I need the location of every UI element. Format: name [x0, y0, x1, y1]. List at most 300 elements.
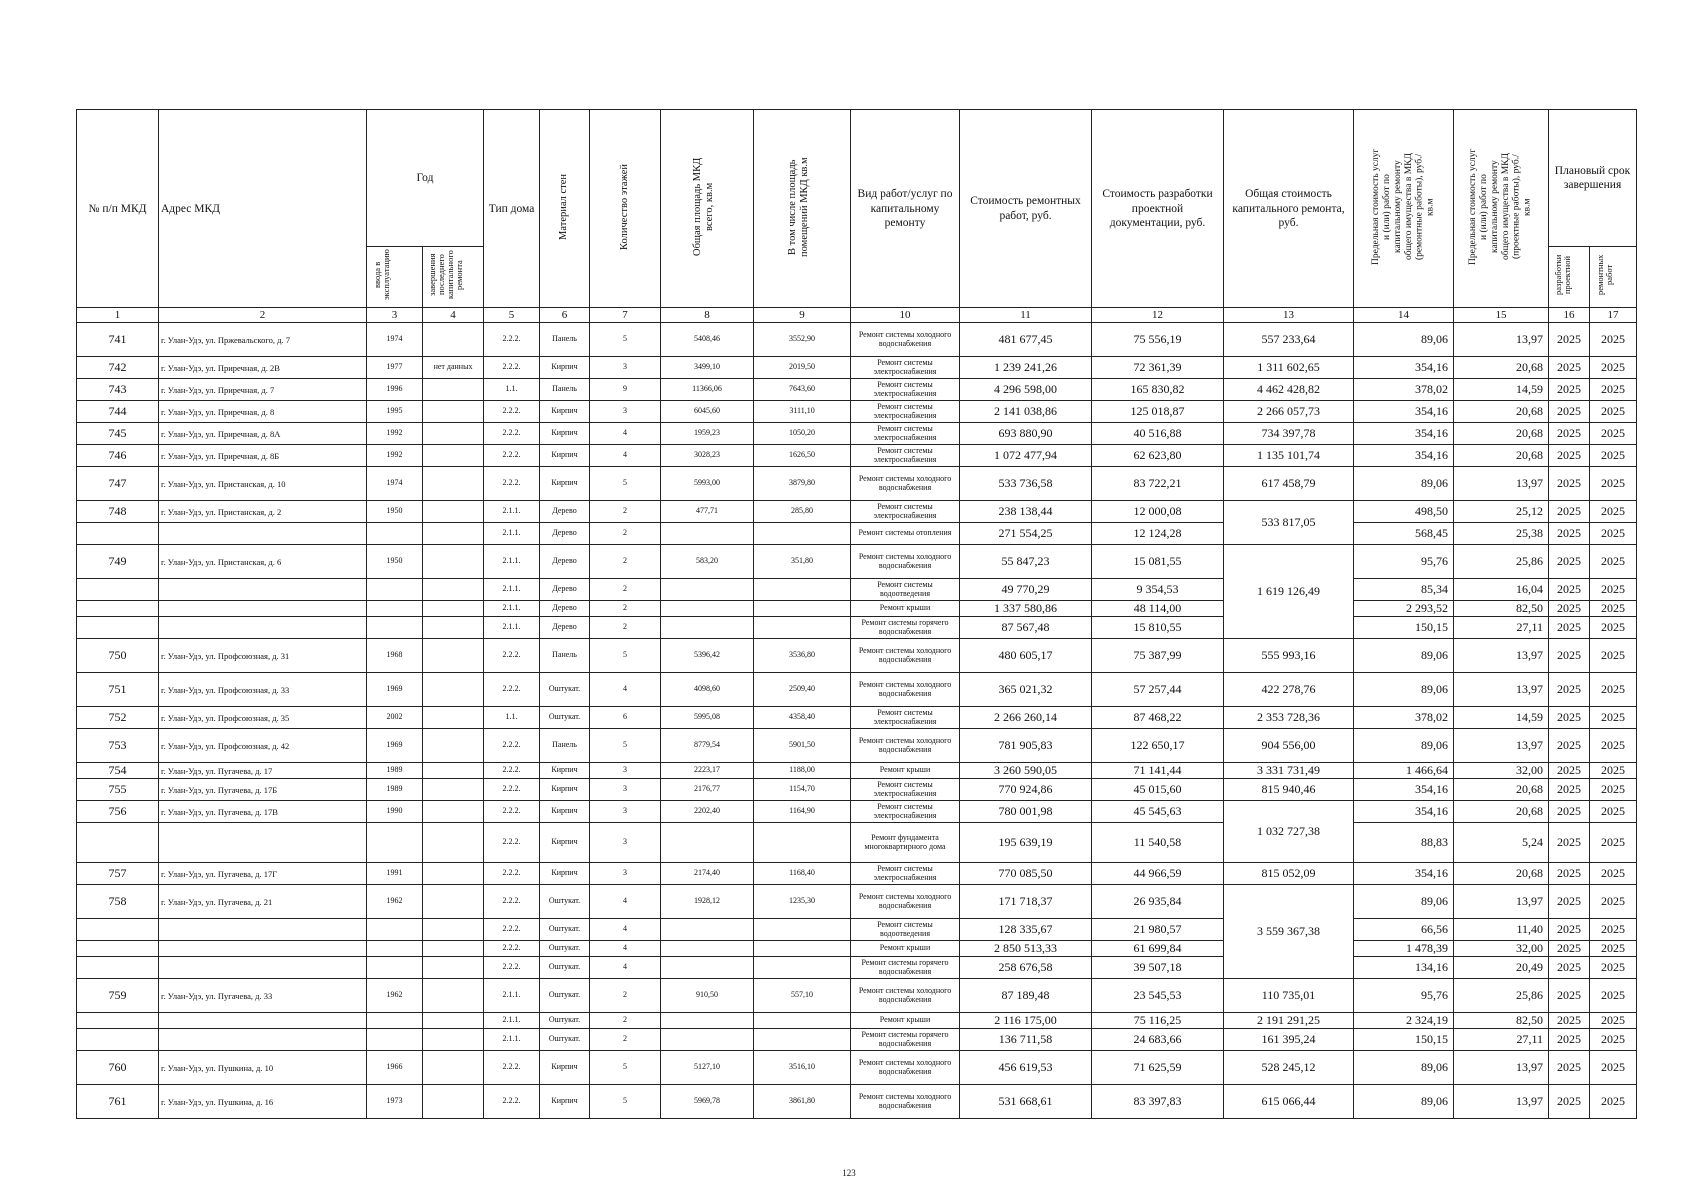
- deadline-design-cell: 2025: [1549, 523, 1590, 545]
- premises-area-cell: [754, 617, 851, 639]
- house-number-cell: 752: [77, 707, 159, 729]
- limit-design-cell: 13,97: [1454, 639, 1549, 673]
- design-cost-cell: 12 124,28: [1092, 523, 1224, 545]
- year-built-cell: 1962: [367, 885, 423, 919]
- floors-cell: 2: [590, 1029, 661, 1051]
- year-built-cell: 1962: [367, 979, 423, 1013]
- total-area-cell: 477,71: [661, 501, 754, 523]
- floors-cell: 2: [590, 979, 661, 1013]
- year-built-cell: 1992: [367, 423, 423, 445]
- year-built-cell: 1974: [367, 323, 423, 357]
- deadline-repair-cell: 2025: [1590, 673, 1637, 707]
- limit-repair-cell: 89,06: [1354, 639, 1454, 673]
- repair-cost-cell: 770 085,50: [960, 863, 1092, 885]
- total-cost-cell: 1 311 602,65: [1224, 357, 1354, 379]
- deadline-repair-cell: 2025: [1590, 863, 1637, 885]
- house-number-cell: 745: [77, 423, 159, 445]
- house-number-cell: [77, 823, 159, 863]
- house-type-cell: 2.2.2.: [484, 1051, 540, 1085]
- floors-cell: 3: [590, 823, 661, 863]
- table-row: [77, 379, 1637, 401]
- floors-cell: 4: [590, 957, 661, 979]
- total-cost-cell: 1 619 126,49: [1224, 545, 1354, 639]
- floors-cell: 5: [590, 1085, 661, 1119]
- house-type-cell: 2.1.1.: [484, 523, 540, 545]
- header-col-12: Стоимость разработки проектной документации, руб.: [1092, 110, 1224, 308]
- design-cost-cell: 83 397,83: [1092, 1085, 1224, 1119]
- repair-cost-cell: 171 718,37: [960, 885, 1092, 919]
- house-number-cell: 748: [77, 501, 159, 523]
- total-area-cell: 4098,60: [661, 673, 754, 707]
- deadline-repair-cell: 2025: [1590, 707, 1637, 729]
- premises-area-cell: 1188,00: [754, 763, 851, 779]
- limit-repair-cell: 1 478,39: [1354, 941, 1454, 957]
- design-cost-cell: 61 699,84: [1092, 941, 1224, 957]
- repair-cost-cell: 4 296 598,00: [960, 379, 1092, 401]
- house-type-cell: 2.2.2.: [484, 1085, 540, 1119]
- house-number-cell: 741: [77, 323, 159, 357]
- floors-cell: 3: [590, 763, 661, 779]
- year-last-repair-cell: [423, 885, 484, 919]
- total-area-cell: [661, 579, 754, 601]
- address-cell: г. Улан-Удэ, ул. Профсоюзная, д. 35: [159, 707, 367, 729]
- house-number-cell: 749: [77, 545, 159, 579]
- repair-cost-cell: 238 138,44: [960, 501, 1092, 523]
- year-last-repair-cell: [423, 673, 484, 707]
- table-row: [77, 323, 1637, 357]
- total-cost-cell: 815 940,46: [1224, 779, 1354, 801]
- year-built-cell: [367, 523, 423, 545]
- design-cost-cell: 72 361,39: [1092, 357, 1224, 379]
- address-cell: г. Улан-Удэ, ул. Пржевальского, д. 7: [159, 323, 367, 357]
- deadline-repair-cell: 2025: [1590, 423, 1637, 445]
- page-number: 123: [842, 1168, 856, 1178]
- total-area-cell: [661, 523, 754, 545]
- wall-material-cell: Оштукат.: [540, 957, 590, 979]
- table-row: [77, 617, 1637, 639]
- year-built-cell: 1989: [367, 779, 423, 801]
- floors-cell: 3: [590, 401, 661, 423]
- house-type-cell: 2.2.2.: [484, 919, 540, 941]
- header-col-11: Стоимость ремонтных работ, руб.: [960, 110, 1092, 308]
- limit-design-cell: 82,50: [1454, 1013, 1549, 1029]
- premises-area-cell: 2509,40: [754, 673, 851, 707]
- limit-design-cell: 11,40: [1454, 919, 1549, 941]
- deadline-repair-cell: 2025: [1590, 601, 1637, 617]
- deadline-design-cell: 2025: [1549, 763, 1590, 779]
- deadline-design-cell: 2025: [1549, 941, 1590, 957]
- deadline-design-cell: 2025: [1549, 601, 1590, 617]
- premises-area-cell: 1235,30: [754, 885, 851, 919]
- floors-cell: 2: [590, 579, 661, 601]
- total-area-cell: [661, 1013, 754, 1029]
- limit-design-cell: 20,68: [1454, 779, 1549, 801]
- address-cell: [159, 579, 367, 601]
- house-type-cell: 2.2.2.: [484, 467, 540, 501]
- year-built-cell: 1974: [367, 467, 423, 501]
- house-type-cell: 1.1.: [484, 379, 540, 401]
- wall-material-cell: Дерево: [540, 501, 590, 523]
- column-index-cell: 6: [540, 308, 590, 323]
- year-last-repair-cell: [423, 467, 484, 501]
- floors-cell: 3: [590, 863, 661, 885]
- year-last-repair-cell: [423, 1029, 484, 1051]
- column-index-cell: 3: [367, 308, 423, 323]
- year-built-cell: 1991: [367, 863, 423, 885]
- limit-design-cell: 13,97: [1454, 1051, 1549, 1085]
- year-built-cell: 1977: [367, 357, 423, 379]
- house-type-cell: 2.2.2.: [484, 863, 540, 885]
- year-last-repair-cell: [423, 1013, 484, 1029]
- total-cost-cell: 815 052,09: [1224, 863, 1354, 885]
- floors-cell: 4: [590, 673, 661, 707]
- total-cost-cell: 533 817,05: [1224, 501, 1354, 545]
- total-area-cell: [661, 617, 754, 639]
- design-cost-cell: 122 650,17: [1092, 729, 1224, 763]
- house-type-cell: 1.1.: [484, 707, 540, 729]
- deadline-design-cell: 2025: [1549, 863, 1590, 885]
- address-cell: г. Улан-Удэ, ул. Пугачева, д. 17: [159, 763, 367, 779]
- limit-design-cell: 20,68: [1454, 801, 1549, 823]
- deadline-design-cell: 2025: [1549, 579, 1590, 601]
- total-area-cell: [661, 823, 754, 863]
- design-cost-cell: 45 545,63: [1092, 801, 1224, 823]
- total-area-cell: 2202,40: [661, 801, 754, 823]
- work-type-cell: Ремонт системы горячего водоснабжения: [851, 957, 960, 979]
- total-area-cell: 2174,40: [661, 863, 754, 885]
- house-type-cell: 2.2.2.: [484, 885, 540, 919]
- year-last-repair-cell: [423, 601, 484, 617]
- year-last-repair-cell: [423, 401, 484, 423]
- address-cell: г. Улан-Удэ, ул. Пристанская, д. 10: [159, 467, 367, 501]
- work-type-cell: Ремонт системы холодного водоснабжения: [851, 639, 960, 673]
- house-type-cell: 2.2.2.: [484, 763, 540, 779]
- deadline-design-cell: 2025: [1549, 885, 1590, 919]
- year-last-repair-cell: [423, 617, 484, 639]
- total-area-cell: 5127,10: [661, 1051, 754, 1085]
- wall-material-cell: Кирпич: [540, 423, 590, 445]
- address-cell: [159, 957, 367, 979]
- deadline-design-cell: 2025: [1549, 467, 1590, 501]
- year-last-repair-cell: [423, 523, 484, 545]
- floors-cell: 3: [590, 801, 661, 823]
- total-area-cell: [661, 941, 754, 957]
- house-number-cell: [77, 1029, 159, 1051]
- design-cost-cell: 75 556,19: [1092, 323, 1224, 357]
- year-last-repair-cell: [423, 579, 484, 601]
- total-area-cell: 3028,23: [661, 445, 754, 467]
- limit-design-cell: 16,04: [1454, 579, 1549, 601]
- total-area-cell: 5969,78: [661, 1085, 754, 1119]
- repair-cost-cell: 781 905,83: [960, 729, 1092, 763]
- header-col-2: Адрес МКД: [159, 110, 367, 308]
- premises-area-cell: 3111,10: [754, 401, 851, 423]
- design-cost-cell: 125 018,87: [1092, 401, 1224, 423]
- limit-design-cell: 25,86: [1454, 979, 1549, 1013]
- deadline-repair-cell: 2025: [1590, 957, 1637, 979]
- year-built-cell: [367, 941, 423, 957]
- limit-repair-cell: 89,06: [1354, 673, 1454, 707]
- year-last-repair-cell: [423, 445, 484, 467]
- repair-cost-cell: 770 924,86: [960, 779, 1092, 801]
- total-area-cell: [661, 919, 754, 941]
- year-built-cell: [367, 617, 423, 639]
- house-type-cell: 2.2.2.: [484, 323, 540, 357]
- limit-repair-cell: 378,02: [1354, 707, 1454, 729]
- year-last-repair-cell: [423, 501, 484, 523]
- house-type-cell: 2.1.1.: [484, 1013, 540, 1029]
- table-row: [77, 823, 1637, 863]
- work-type-cell: Ремонт системы электроснабжения: [851, 779, 960, 801]
- floors-cell: 2: [590, 617, 661, 639]
- wall-material-cell: Панель: [540, 729, 590, 763]
- repair-cost-cell: 780 001,98: [960, 801, 1092, 823]
- design-cost-cell: 87 468,22: [1092, 707, 1224, 729]
- premises-area-cell: 557,10: [754, 979, 851, 1013]
- year-built-cell: 1990: [367, 801, 423, 823]
- capital-repair-table: [76, 109, 1637, 1119]
- column-index-cell: 15: [1454, 308, 1549, 323]
- address-cell: [159, 823, 367, 863]
- column-index-cell: 7: [590, 308, 661, 323]
- deadline-repair-cell: 2025: [1590, 445, 1637, 467]
- year-last-repair-cell: [423, 639, 484, 673]
- total-area-cell: 1928,12: [661, 885, 754, 919]
- limit-design-cell: 20,68: [1454, 445, 1549, 467]
- wall-material-cell: Дерево: [540, 579, 590, 601]
- deadline-repair-cell: 2025: [1590, 379, 1637, 401]
- total-area-cell: [661, 1029, 754, 1051]
- year-last-repair-cell: [423, 323, 484, 357]
- house-number-cell: 759: [77, 979, 159, 1013]
- table-row: [77, 707, 1637, 729]
- table-row: [77, 673, 1637, 707]
- premises-area-cell: 351,80: [754, 545, 851, 579]
- deadline-design-cell: 2025: [1549, 957, 1590, 979]
- design-cost-cell: 45 015,60: [1092, 779, 1224, 801]
- design-cost-cell: 15 081,55: [1092, 545, 1224, 579]
- year-built-cell: 1950: [367, 545, 423, 579]
- repair-cost-cell: 271 554,25: [960, 523, 1092, 545]
- house-number-cell: 742: [77, 357, 159, 379]
- limit-repair-cell: 354,16: [1354, 401, 1454, 423]
- floors-cell: 2: [590, 1013, 661, 1029]
- design-cost-cell: 11 540,58: [1092, 823, 1224, 863]
- year-last-repair-cell: [423, 919, 484, 941]
- limit-repair-cell: 89,06: [1354, 729, 1454, 763]
- deadline-design-cell: 2025: [1549, 1029, 1590, 1051]
- year-last-repair-cell: нет данных: [423, 357, 484, 379]
- limit-design-cell: 5,24: [1454, 823, 1549, 863]
- wall-material-cell: Оштукат.: [540, 979, 590, 1013]
- wall-material-cell: Кирпич: [540, 357, 590, 379]
- repair-cost-cell: 128 335,67: [960, 919, 1092, 941]
- table-header: [77, 110, 1637, 323]
- house-type-cell: 2.2.2.: [484, 941, 540, 957]
- limit-design-cell: 25,86: [1454, 545, 1549, 579]
- repair-cost-cell: 195 639,19: [960, 823, 1092, 863]
- work-type-cell: Ремонт крыши: [851, 601, 960, 617]
- year-last-repair-cell: [423, 779, 484, 801]
- deadline-design-cell: 2025: [1549, 545, 1590, 579]
- column-index-cell: 10: [851, 308, 960, 323]
- total-area-cell: 583,20: [661, 545, 754, 579]
- limit-repair-cell: 89,06: [1354, 323, 1454, 357]
- header-col-15: Предельная стоимость услуг и (или) работ по капитальному ремонту общего имущества в МКД (проектные работы), руб./кв.м: [1454, 110, 1549, 308]
- premises-area-cell: 3536,80: [754, 639, 851, 673]
- design-cost-cell: 23 545,53: [1092, 979, 1224, 1013]
- premises-area-cell: 4358,40: [754, 707, 851, 729]
- address-cell: [159, 941, 367, 957]
- header-col-17: ремонтных работ: [1590, 247, 1637, 308]
- house-type-cell: 2.1.1.: [484, 1029, 540, 1051]
- year-last-repair-cell: [423, 1085, 484, 1119]
- limit-design-cell: 13,97: [1454, 1085, 1549, 1119]
- year-built-cell: 1969: [367, 673, 423, 707]
- wall-material-cell: Панель: [540, 379, 590, 401]
- deadline-repair-cell: 2025: [1590, 639, 1637, 673]
- year-built-cell: 1992: [367, 445, 423, 467]
- repair-cost-cell: 2 141 038,86: [960, 401, 1092, 423]
- column-index-cell: 2: [159, 308, 367, 323]
- wall-material-cell: Панель: [540, 323, 590, 357]
- column-index-cell: 16: [1549, 308, 1590, 323]
- floors-cell: 5: [590, 639, 661, 673]
- repair-cost-cell: 456 619,53: [960, 1051, 1092, 1085]
- deadline-repair-cell: 2025: [1590, 729, 1637, 763]
- table-row: [77, 1051, 1637, 1085]
- table-row: [77, 885, 1637, 919]
- deadline-repair-cell: 2025: [1590, 523, 1637, 545]
- total-area-cell: 3499,10: [661, 357, 754, 379]
- premises-area-cell: [754, 1029, 851, 1051]
- total-area-cell: [661, 957, 754, 979]
- wall-material-cell: Оштукат.: [540, 919, 590, 941]
- address-cell: г. Улан-Удэ, ул. Профсоюзная, д. 33: [159, 673, 367, 707]
- deadline-repair-cell: 2025: [1590, 779, 1637, 801]
- repair-cost-cell: 481 677,45: [960, 323, 1092, 357]
- limit-design-cell: 20,49: [1454, 957, 1549, 979]
- limit-repair-cell: 354,16: [1354, 779, 1454, 801]
- deadline-design-cell: 2025: [1549, 979, 1590, 1013]
- limit-design-cell: 27,11: [1454, 617, 1549, 639]
- total-cost-cell: 2 353 728,36: [1224, 707, 1354, 729]
- deadline-design-cell: 2025: [1549, 639, 1590, 673]
- repair-cost-cell: 87 189,48: [960, 979, 1092, 1013]
- floors-cell: 6: [590, 707, 661, 729]
- address-cell: [159, 1013, 367, 1029]
- table-row: [77, 423, 1637, 445]
- design-cost-cell: 83 722,21: [1092, 467, 1224, 501]
- repair-cost-cell: 1 072 477,94: [960, 445, 1092, 467]
- column-index-cell: 13: [1224, 308, 1354, 323]
- design-cost-cell: 9 354,53: [1092, 579, 1224, 601]
- total-area-cell: 11366,06: [661, 379, 754, 401]
- year-built-cell: [367, 1013, 423, 1029]
- total-cost-cell: 615 066,44: [1224, 1085, 1354, 1119]
- address-cell: г. Улан-Удэ, ул. Пушкина, д. 10: [159, 1051, 367, 1085]
- wall-material-cell: Оштукат.: [540, 707, 590, 729]
- deadline-repair-cell: 2025: [1590, 979, 1637, 1013]
- year-built-cell: 1950: [367, 501, 423, 523]
- deadline-repair-cell: 2025: [1590, 1051, 1637, 1085]
- deadline-repair-cell: 2025: [1590, 467, 1637, 501]
- column-index-cell: 4: [423, 308, 484, 323]
- header-year-group: Год: [367, 110, 484, 247]
- total-cost-cell: 3 331 731,49: [1224, 763, 1354, 779]
- house-number-cell: 758: [77, 885, 159, 919]
- header-col-8: Общая площадь МКД всего, кв.м: [661, 110, 754, 308]
- house-type-cell: 2.2.2.: [484, 801, 540, 823]
- limit-repair-cell: 89,06: [1354, 1051, 1454, 1085]
- table-row: [77, 579, 1637, 601]
- limit-design-cell: 20,68: [1454, 357, 1549, 379]
- column-index-row: [77, 308, 1637, 323]
- limit-repair-cell: 498,50: [1354, 501, 1454, 523]
- total-area-cell: 6045,60: [661, 401, 754, 423]
- deadline-design-cell: 2025: [1549, 357, 1590, 379]
- deadline-repair-cell: 2025: [1590, 323, 1637, 357]
- deadline-repair-cell: 2025: [1590, 919, 1637, 941]
- deadline-design-cell: 2025: [1549, 1013, 1590, 1029]
- year-built-cell: [367, 1029, 423, 1051]
- work-type-cell: Ремонт системы холодного водоснабжения: [851, 1085, 960, 1119]
- house-number-cell: [77, 579, 159, 601]
- limit-design-cell: 20,68: [1454, 423, 1549, 445]
- year-built-cell: [367, 823, 423, 863]
- limit-design-cell: 14,59: [1454, 379, 1549, 401]
- limit-design-cell: 13,97: [1454, 729, 1549, 763]
- floors-cell: 4: [590, 919, 661, 941]
- house-type-cell: 2.2.2.: [484, 401, 540, 423]
- premises-area-cell: 285,80: [754, 501, 851, 523]
- work-type-cell: Ремонт крыши: [851, 1013, 960, 1029]
- header-col-16: разработки проектной: [1549, 247, 1590, 308]
- year-built-cell: 1989: [367, 763, 423, 779]
- limit-design-cell: 13,97: [1454, 323, 1549, 357]
- deadline-design-cell: 2025: [1549, 1051, 1590, 1085]
- floors-cell: 2: [590, 545, 661, 579]
- deadline-repair-cell: 2025: [1590, 763, 1637, 779]
- deadline-design-cell: 2025: [1549, 919, 1590, 941]
- table-row: [77, 957, 1637, 979]
- column-index-cell: 12: [1092, 308, 1224, 323]
- wall-material-cell: Оштукат.: [540, 1029, 590, 1051]
- address-cell: г. Улан-Удэ, ул. Пристанская, д. 6: [159, 545, 367, 579]
- floors-cell: 5: [590, 323, 661, 357]
- table-row: [77, 801, 1637, 823]
- repair-cost-cell: 49 770,29: [960, 579, 1092, 601]
- limit-repair-cell: 354,16: [1354, 445, 1454, 467]
- limit-design-cell: 25,12: [1454, 501, 1549, 523]
- deadline-design-cell: 2025: [1549, 823, 1590, 863]
- total-cost-cell: 2 266 057,73: [1224, 401, 1354, 423]
- repair-cost-cell: 533 736,58: [960, 467, 1092, 501]
- year-last-repair-cell: [423, 423, 484, 445]
- premises-area-cell: 1050,20: [754, 423, 851, 445]
- house-number-cell: 743: [77, 379, 159, 401]
- address-cell: г. Улан-Удэ, ул. Пушкина, д. 16: [159, 1085, 367, 1119]
- table-row: [77, 919, 1637, 941]
- wall-material-cell: Кирпич: [540, 863, 590, 885]
- table-row: [77, 763, 1637, 779]
- house-type-cell: 2.2.2.: [484, 423, 540, 445]
- total-area-cell: 5995,08: [661, 707, 754, 729]
- premises-area-cell: 3552,90: [754, 323, 851, 357]
- repair-cost-cell: 136 711,58: [960, 1029, 1092, 1051]
- address-cell: г. Улан-Удэ, ул. Пугачева, д. 33: [159, 979, 367, 1013]
- limit-design-cell: 20,68: [1454, 863, 1549, 885]
